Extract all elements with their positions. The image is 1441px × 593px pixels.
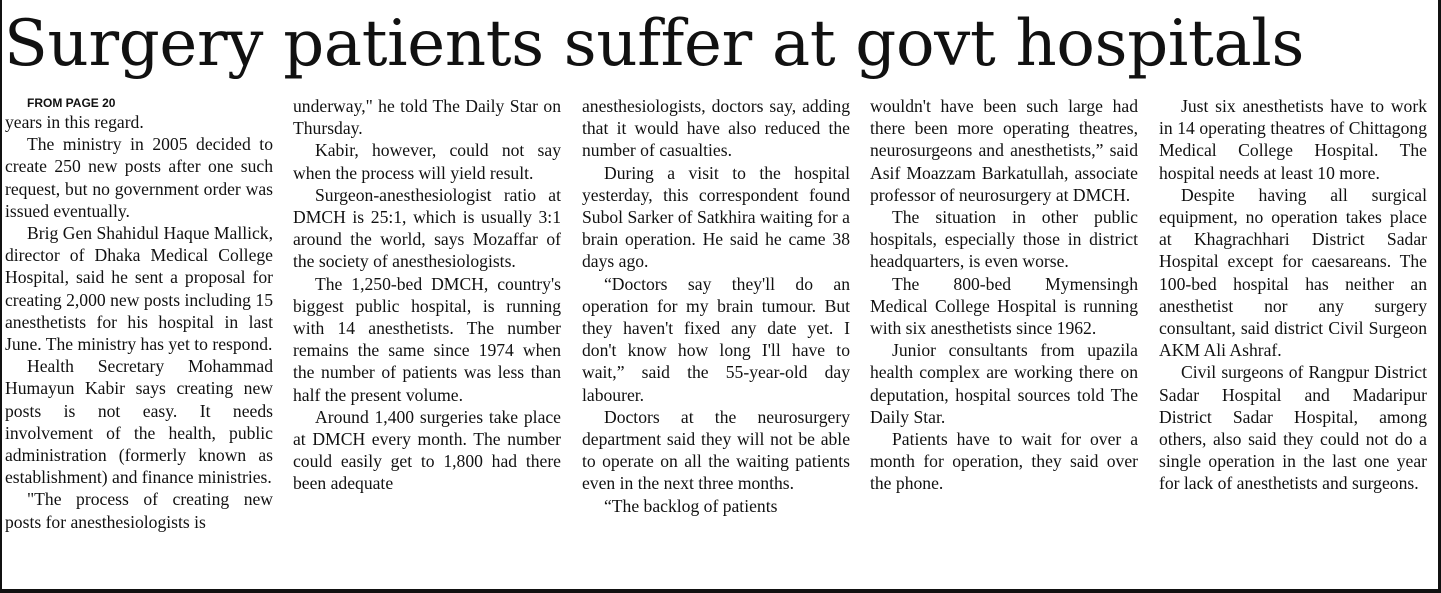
paragraph: “Doctors say they'll do an operation for my brain tumour. But they haven't fixed any date yet. I don't know how long I'll have to wait,” said the 55-year-old day labourer.	[582, 273, 850, 405]
paragraph: “The backlog of patients	[604, 495, 778, 516]
paragraph: anesthesiologists, doctors say, adding that it would have also reduced the number of casualties.	[582, 96, 850, 161]
article-column-4	[870, 95, 1138, 587]
paragraph: Brig Gen Shahidul Haque Mallick, director of Dhaka Medical College Hospital, said he sent a proposal for creating 2,000 new posts including 15 anesthetists for his hospital in last June. The ministry has yet to respond.	[5, 223, 273, 355]
paragraph: years in this regard.	[5, 112, 144, 132]
article-column-1	[5, 95, 273, 587]
paragraph: The ministry in 2005 decided to create 250 new posts after one such request, but no government order was issued eventually.	[5, 134, 273, 221]
paragraph: Surgeon-anesthesiologist ratio at DMCH is 25:1, which is usually 3:1 around the world, says Mozaffar of the society of anesthesiologists.	[293, 184, 561, 272]
paragraph: Civil surgeons of Rangpur District Sadar Hospital and Madaripur District Sadar Hospital, among others, also said they could not do a single operation in the last one year for lack of anesthetists and surgeons.	[1159, 362, 1427, 494]
paragraph: Around 1,400 surgeries take place at DMCH every month. The number could easily get to 1,800 had there been adequate	[293, 406, 561, 494]
paragraph: wouldn't have been such large had there been more operating theatres, neurosurgeons and anesthetists,” said Asif Moazzam Barkatullah, associate professor of neurosurgery at DMCH.	[870, 96, 1138, 205]
paragraph: "The process of creating new posts for anesthesiologists is	[5, 489, 273, 532]
paragraph: Health Secretary Mohammad Humayun Kabir says creating new posts is not easy. It needs involvement of the health, public administration (formerly known as establishment) and finance ministries.	[5, 356, 273, 488]
article-column-2	[293, 95, 561, 587]
article-column-3	[582, 95, 850, 587]
continuation-kicker: FROM PAGE 20	[27, 96, 116, 110]
paragraph: Doctors at the neurosurgery department said they will not be able to operate on all the waiting patients even in the next three months.	[582, 406, 850, 494]
headline: Surgery patients suffer at govt hospitals	[4, 7, 1305, 81]
paragraph: Kabir, however, could not say when the process will yield result.	[293, 140, 561, 183]
paragraph: underway," he told The Daily Star on Thursday.	[293, 96, 561, 139]
paragraph: The 800-bed Mymensingh Medical College Hospital is running with six anesthetists since 1962.	[870, 273, 1138, 339]
article-column-5	[1159, 95, 1427, 587]
paragraph: Despite having all surgical equipment, no operation takes place at Khagrachhari District Sadar Hospital except for caesareans. The 100-bed hospital has neither an anesthetist nor any surgery consultant, said district Civil Surgeon AKM Ali Ashraf.	[1159, 184, 1427, 361]
paragraph: Just six anesthetists have to work in 14 operating theatres of Chittagong Medical College Hospital. The hospital needs at least 10 more.	[1159, 96, 1427, 183]
paragraph: The situation in other public hospitals, especially those in district headquarters, is even worse.	[870, 207, 1138, 272]
paragraph: During a visit to the hospital yesterday, this correspondent found Subol Sarker of Satkhira waiting for a brain operation. He said he came 38 days ago.	[582, 162, 850, 272]
paragraph: Junior consultants from upazila health complex are working there on deputation, hospital sources told The Daily Star.	[870, 340, 1138, 427]
paragraph: Patients have to wait for over a month for operation, they said over the phone.	[870, 429, 1138, 494]
paragraph: The 1,250-bed DMCH, country's biggest public hospital, is running with 14 anesthetists. The number remains the same since 1974 when the number of patients was less than half the present volume.	[293, 273, 561, 405]
